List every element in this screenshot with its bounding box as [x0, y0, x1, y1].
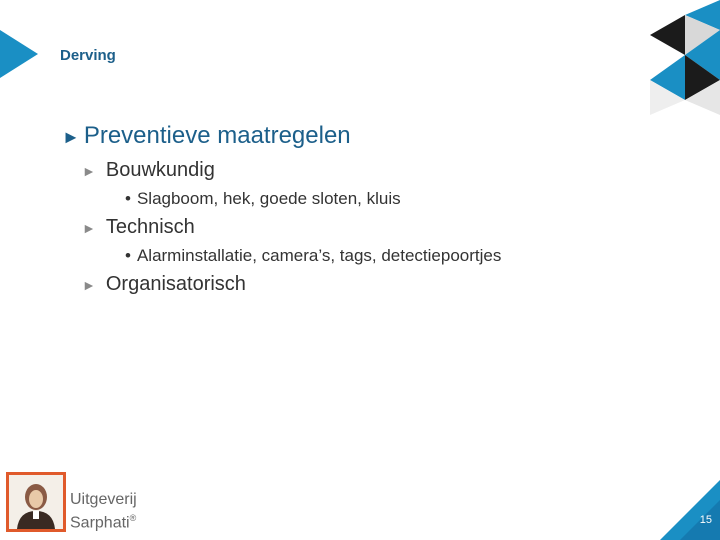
slide-header-title: Derving — [60, 47, 116, 64]
small-right-triangle-bullet-icon: ► — [82, 277, 96, 293]
list-item: ► Organisatorisch — [82, 273, 246, 295]
small-right-triangle-bullet-icon: ► — [82, 163, 96, 179]
list-subitem: • Alarminstallatie, camera’s, tags, detectiepoortjes — [125, 246, 502, 265]
dot-bullet-icon: • — [125, 246, 131, 265]
slide-content — [62, 118, 682, 300]
publisher-logo-icon — [6, 472, 66, 532]
list-item: ► Bouwkundig — [82, 159, 215, 181]
triangle-pattern-icon — [650, 0, 720, 115]
play-triangle-icon — [0, 30, 38, 78]
dot-bullet-icon: • — [125, 189, 131, 208]
list-subitem: • Slagboom, hek, goede sloten, kluis — [125, 189, 401, 208]
main-heading: ► Preventieve maatregelen — [62, 122, 351, 149]
list-item: ► Technisch — [82, 216, 195, 238]
publisher-name: Uitgeverij Sarphati® — [70, 491, 137, 532]
small-right-triangle-bullet-icon: ► — [82, 220, 96, 236]
right-triangle-bullet-icon: ► — [62, 127, 80, 147]
page-number-badge — [660, 480, 720, 540]
page-number-background-icon — [660, 480, 720, 540]
page-number: 15 — [699, 514, 712, 526]
